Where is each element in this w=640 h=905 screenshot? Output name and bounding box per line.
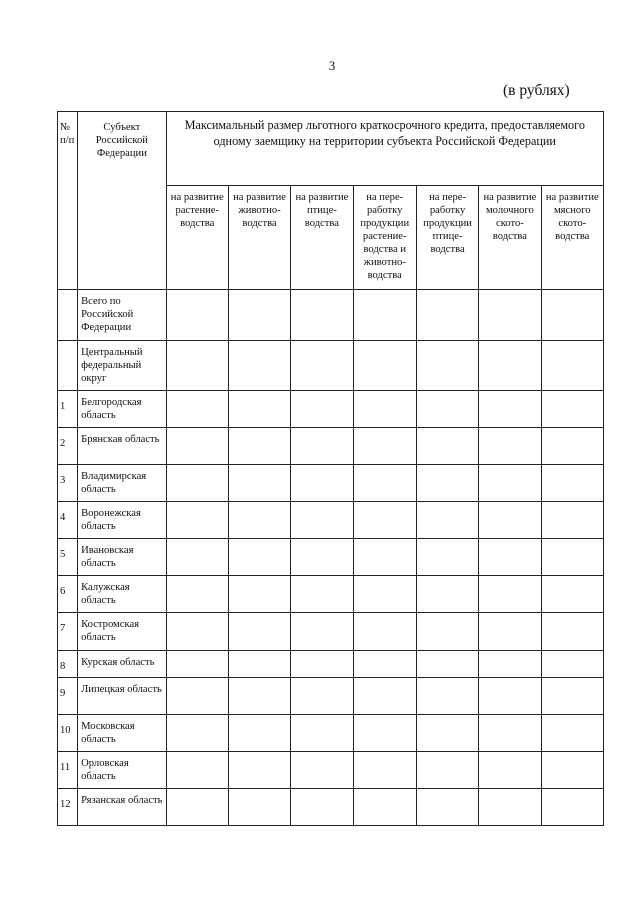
- value-cell: [166, 539, 228, 576]
- table-row: [58, 789, 604, 826]
- value-cell: [541, 613, 603, 651]
- value-cell: [416, 502, 478, 539]
- value-cell: [353, 613, 416, 651]
- value-cell: [416, 391, 478, 428]
- column-header-5: на пере-работку продукции птице-водства: [416, 186, 478, 290]
- value-cell: [541, 290, 603, 341]
- value-cell: [416, 539, 478, 576]
- value-cell: [479, 290, 541, 341]
- header-row-1: [58, 112, 604, 186]
- value-cell: [416, 341, 478, 391]
- column-header-4: на пере-работку продукции растение-водства и животно-водства: [353, 186, 416, 290]
- value-cell: [228, 428, 290, 465]
- value-cell: [166, 752, 228, 789]
- value-cell: [166, 341, 228, 391]
- value-cell: [416, 613, 478, 651]
- value-cell: [541, 428, 603, 465]
- table-row: [58, 678, 604, 715]
- value-cell: [479, 789, 541, 826]
- value-cell: [166, 613, 228, 651]
- value-cell: [166, 428, 228, 465]
- row-subject-name: Центральный федеральный округ: [78, 341, 166, 391]
- table-row: [58, 539, 604, 576]
- table-row: [58, 752, 604, 789]
- credit-limits-table: [57, 111, 604, 826]
- value-cell: [228, 465, 290, 502]
- table-row: [58, 428, 604, 465]
- table-row: [58, 341, 604, 391]
- group-header-max-credit: Максимальный размер льготного краткосрочного кредита, предоставляемого одному заемщику на территории субъекта Российской Федерации: [166, 112, 603, 186]
- table-row: [58, 576, 604, 613]
- value-cell: [291, 290, 353, 341]
- value-cell: [166, 715, 228, 752]
- value-cell: [541, 651, 603, 678]
- value-cell: [166, 576, 228, 613]
- value-cell: [228, 678, 290, 715]
- value-cell: [353, 465, 416, 502]
- value-cell: [416, 465, 478, 502]
- column-header-number: № п/п: [58, 112, 78, 290]
- row-subject-name: Ивановская область: [78, 539, 166, 576]
- value-cell: [228, 789, 290, 826]
- value-cell: [291, 651, 353, 678]
- table-row: [58, 715, 604, 752]
- row-number: 10: [58, 715, 78, 752]
- row-subject-name: Московская область: [78, 715, 166, 752]
- value-cell: [228, 576, 290, 613]
- table-row: [58, 465, 604, 502]
- column-header-1: на развитие растение-водства: [166, 186, 228, 290]
- value-cell: [541, 715, 603, 752]
- value-cell: [291, 613, 353, 651]
- value-cell: [541, 391, 603, 428]
- row-subject-name: Брянская область: [78, 428, 166, 465]
- value-cell: [353, 502, 416, 539]
- row-number: 2: [58, 428, 78, 465]
- value-cell: [228, 341, 290, 391]
- value-cell: [166, 290, 228, 341]
- column-header-2: на развитие животно-водства: [228, 186, 290, 290]
- table-row: [58, 651, 604, 678]
- row-subject-name: Калужская область: [78, 576, 166, 613]
- row-subject-name: Рязанская область: [78, 789, 166, 826]
- value-cell: [228, 752, 290, 789]
- value-cell: [416, 576, 478, 613]
- value-cell: [291, 428, 353, 465]
- value-cell: [479, 576, 541, 613]
- value-cell: [166, 465, 228, 502]
- value-cell: [541, 465, 603, 502]
- value-cell: [291, 789, 353, 826]
- value-cell: [479, 465, 541, 502]
- value-cell: [416, 678, 478, 715]
- value-cell: [291, 465, 353, 502]
- value-cell: [416, 290, 478, 341]
- value-cell: [166, 391, 228, 428]
- value-cell: [353, 715, 416, 752]
- value-cell: [541, 502, 603, 539]
- value-cell: [479, 428, 541, 465]
- value-cell: [291, 678, 353, 715]
- value-cell: [291, 502, 353, 539]
- row-number: 3: [58, 465, 78, 502]
- column-header-7: на развитие мясного ското-водства: [541, 186, 603, 290]
- value-cell: [479, 502, 541, 539]
- value-cell: [228, 715, 290, 752]
- value-cell: [166, 502, 228, 539]
- row-number: 12: [58, 789, 78, 826]
- row-number: 7: [58, 613, 78, 651]
- table-row: [58, 290, 604, 341]
- value-cell: [541, 576, 603, 613]
- value-cell: [541, 539, 603, 576]
- row-subject-name: Липецкая область: [78, 678, 166, 715]
- row-number: [58, 341, 78, 391]
- value-cell: [541, 789, 603, 826]
- value-cell: [166, 651, 228, 678]
- row-subject-name: Белгородская область: [78, 391, 166, 428]
- row-subject-name: Владимирская область: [78, 465, 166, 502]
- table-row: [58, 502, 604, 539]
- row-number: 5: [58, 539, 78, 576]
- value-cell: [291, 715, 353, 752]
- value-cell: [416, 789, 478, 826]
- row-subject-name: Орловская область: [78, 752, 166, 789]
- value-cell: [479, 613, 541, 651]
- row-number: 8: [58, 651, 78, 678]
- value-cell: [291, 576, 353, 613]
- row-number: 4: [58, 502, 78, 539]
- value-cell: [166, 789, 228, 826]
- row-number: 6: [58, 576, 78, 613]
- value-cell: [479, 678, 541, 715]
- value-cell: [416, 651, 478, 678]
- column-header-subject: Субъект Российской Федерации: [78, 112, 166, 290]
- value-cell: [416, 428, 478, 465]
- value-cell: [228, 290, 290, 341]
- page-number: 3: [328, 58, 336, 73]
- value-cell: [353, 290, 416, 341]
- column-header-6: на развитие молочного ското-водства: [479, 186, 541, 290]
- value-cell: [541, 752, 603, 789]
- row-number: 1: [58, 391, 78, 428]
- value-cell: [166, 678, 228, 715]
- value-cell: [353, 576, 416, 613]
- value-cell: [291, 752, 353, 789]
- value-cell: [541, 678, 603, 715]
- value-cell: [479, 715, 541, 752]
- value-cell: [291, 341, 353, 391]
- value-cell: [479, 391, 541, 428]
- row-subject-name: Всего по Российской Федерации: [78, 290, 166, 341]
- row-number: 9: [58, 678, 78, 715]
- table-row: [58, 391, 604, 428]
- value-cell: [353, 391, 416, 428]
- row-subject-name: Костромская область: [78, 613, 166, 651]
- row-subject-name: Воронежская область: [78, 502, 166, 539]
- row-subject-name: Курская область: [78, 651, 166, 678]
- table-row: [58, 613, 604, 651]
- row-number: 11: [58, 752, 78, 789]
- row-number: [58, 290, 78, 341]
- value-cell: [416, 752, 478, 789]
- value-cell: [353, 428, 416, 465]
- value-cell: [541, 341, 603, 391]
- value-cell: [479, 341, 541, 391]
- value-cell: [353, 789, 416, 826]
- value-cell: [479, 651, 541, 678]
- value-cell: [291, 391, 353, 428]
- value-cell: [479, 752, 541, 789]
- column-header-3: на развитие птице-водства: [291, 186, 353, 290]
- value-cell: [353, 341, 416, 391]
- value-cell: [291, 539, 353, 576]
- units-label: (в рублях): [503, 82, 570, 99]
- value-cell: [416, 715, 478, 752]
- value-cell: [228, 391, 290, 428]
- value-cell: [228, 613, 290, 651]
- value-cell: [228, 539, 290, 576]
- value-cell: [479, 539, 541, 576]
- value-cell: [228, 651, 290, 678]
- value-cell: [353, 752, 416, 789]
- value-cell: [353, 651, 416, 678]
- value-cell: [228, 502, 290, 539]
- value-cell: [353, 678, 416, 715]
- value-cell: [353, 539, 416, 576]
